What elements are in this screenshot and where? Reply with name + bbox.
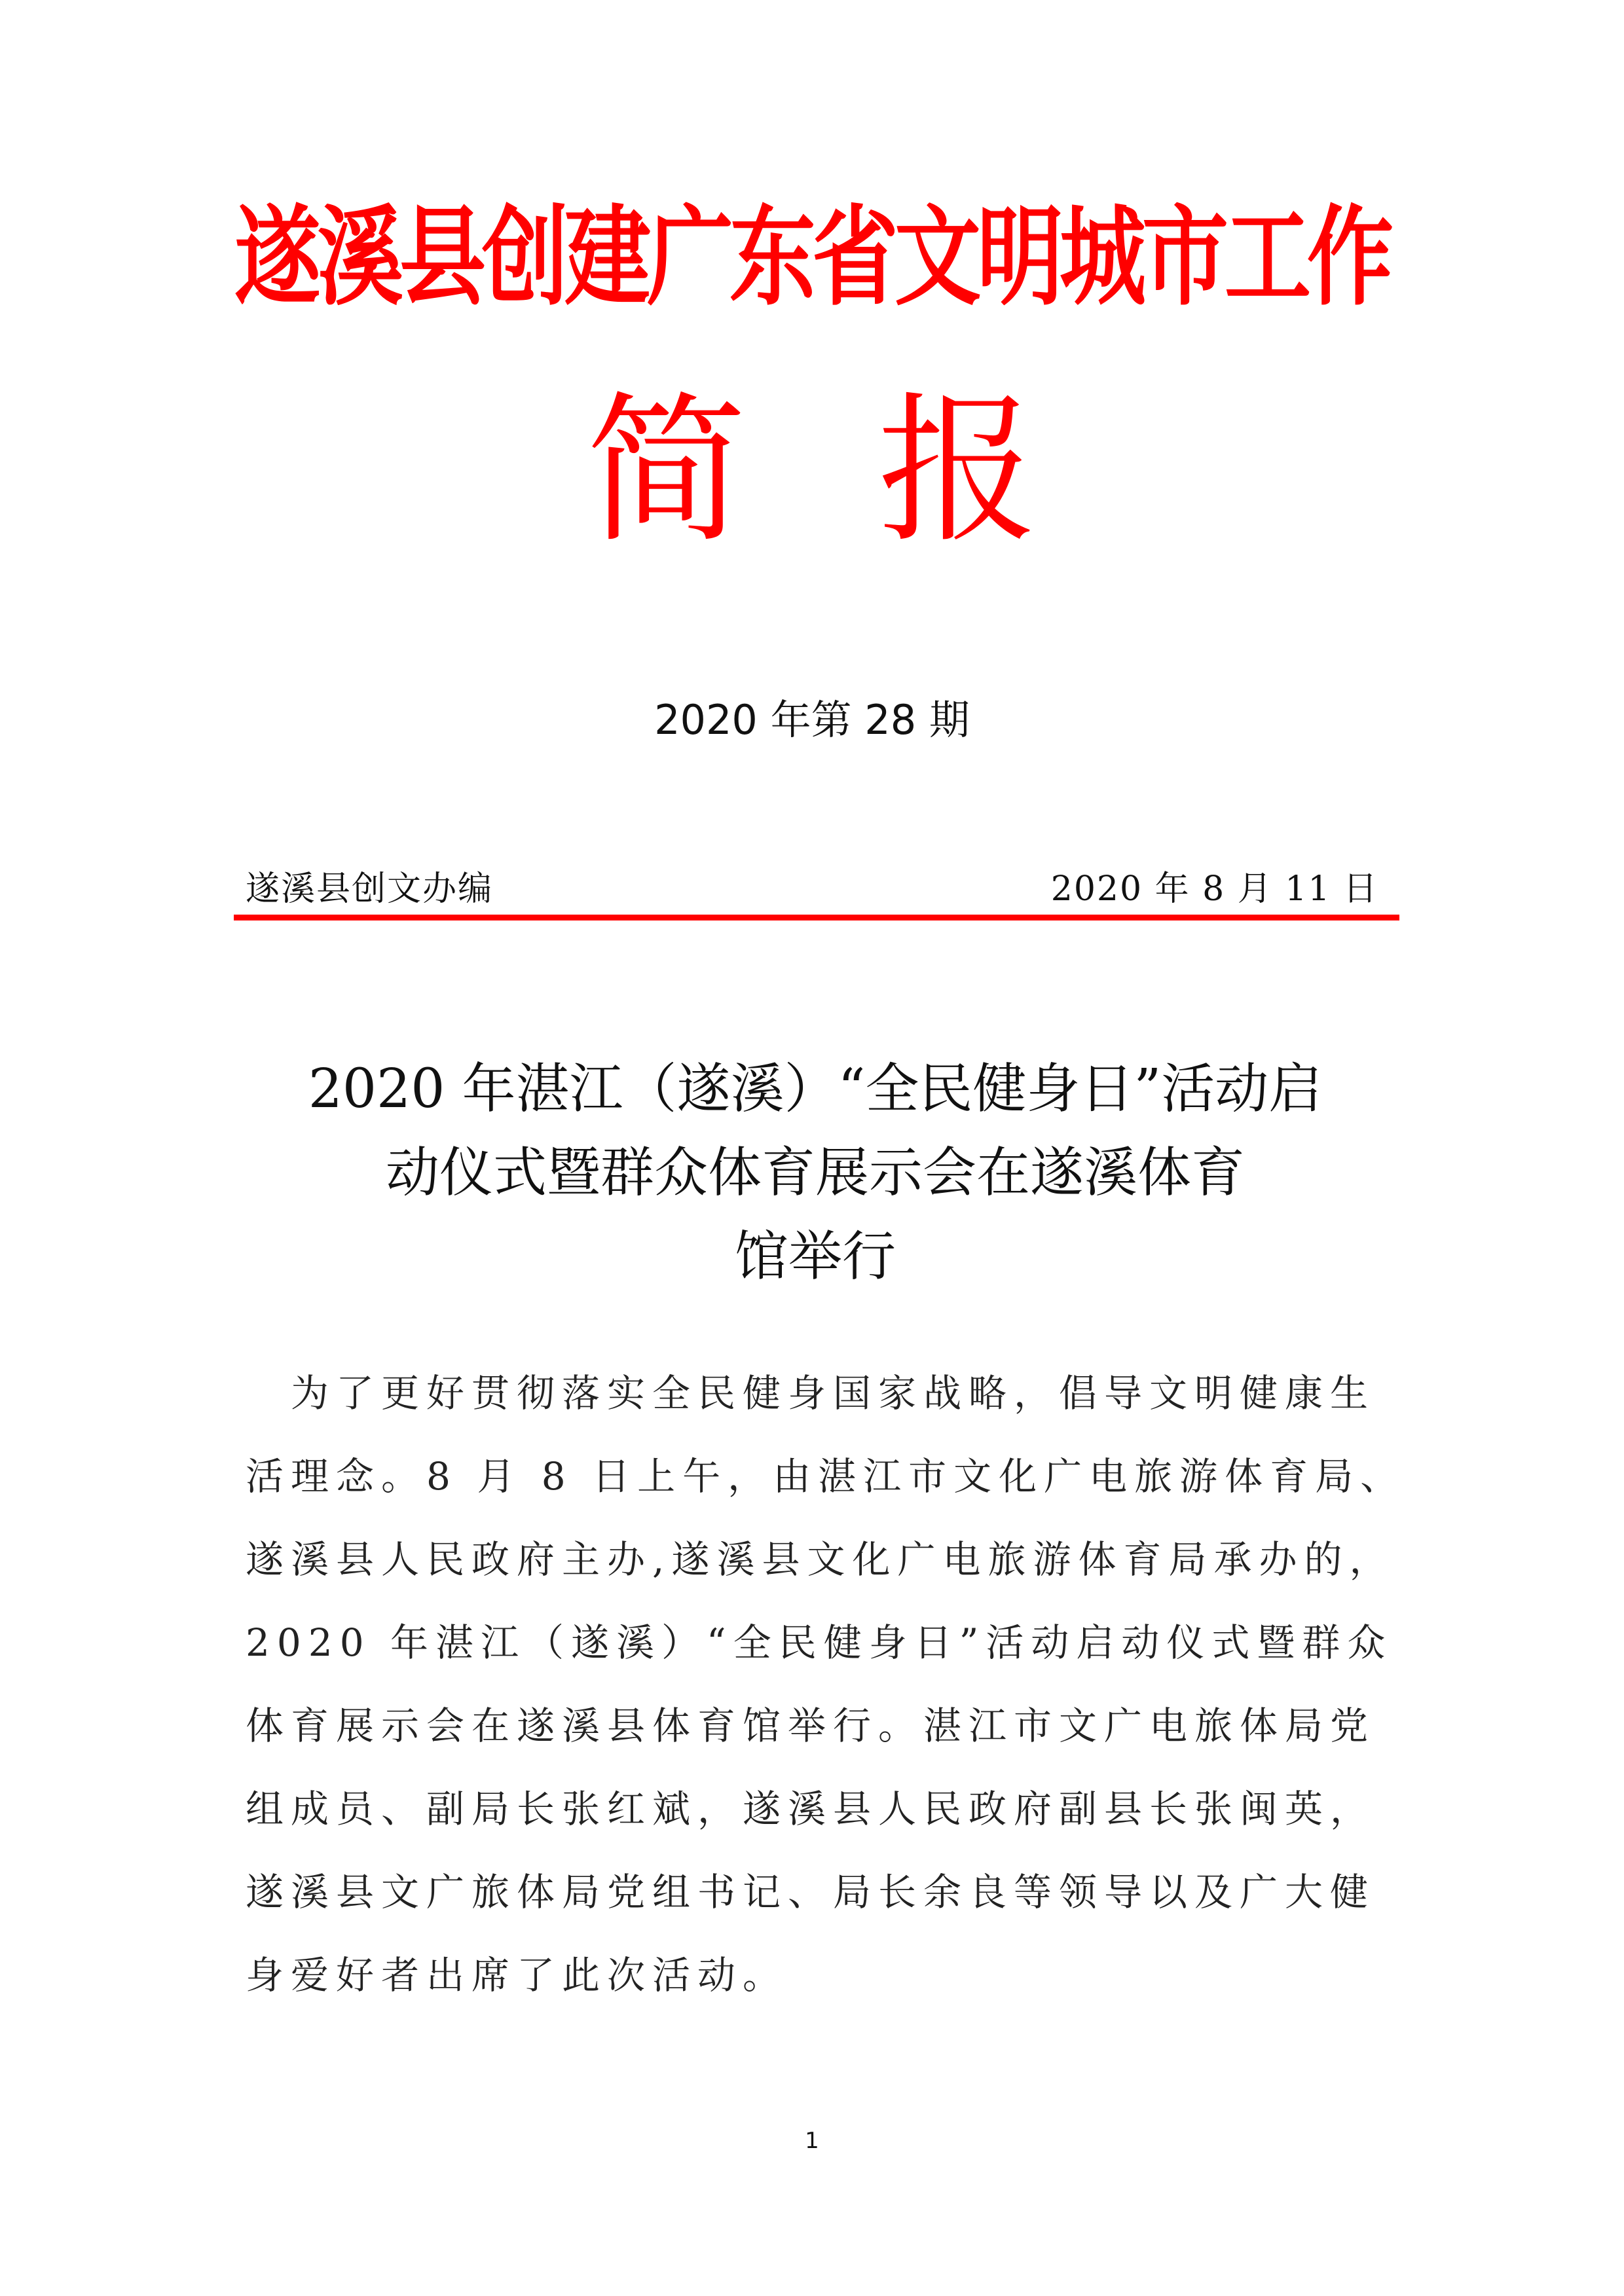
article-title-line: 动仪式暨群众体育展示会在遂溪体育 [385, 1142, 1245, 1204]
page-number: 1 [805, 2128, 819, 2154]
article-title-line: 2020 年湛江（遂溪）“全民健身日”活动启 [308, 1058, 1323, 1120]
editor-label: 遂溪县创文办编 [246, 869, 494, 909]
body-line: 组成员、副局长张红斌，遂溪县人民政府副县长张闽英， [246, 1787, 1376, 1831]
body-line: 身爱好者出席了此次活动。 [246, 1953, 788, 1997]
issue-number: 2020 年第 28 期 [654, 696, 970, 744]
body-line: 活理念。8 月 8 日上午，由湛江市文化广电旅游体育局、 [246, 1454, 1406, 1499]
article-title-line: 馆举行 [734, 1226, 896, 1288]
masthead-organization: 遂溪县创建广东省文明城市工作 [234, 194, 1390, 321]
body-line: 体育展示会在遂溪县体育馆举行。湛江市文广电旅体局党 [246, 1704, 1376, 1748]
meta-row [246, 861, 1378, 913]
masthead-title-char-2: 报 [877, 378, 1038, 564]
masthead-title-char-1: 简 [586, 378, 747, 564]
masthead-title [0, 378, 1624, 564]
article-body [246, 1352, 1406, 2017]
body-line: 遂溪县人民政府主办,遂溪县文化广电旅游体育局承办的， [246, 1537, 1395, 1582]
publish-date: 2020 年 8 月 11 日 [1050, 869, 1378, 909]
article-title [236, 1048, 1395, 1299]
body-line: 遂溪县文广旅体局党组书记、局长余良等领导以及广大健 [246, 1870, 1376, 1914]
body-line: 2020 年湛江（遂溪）“全民健身日”活动启动仪式暨群众 [246, 1620, 1393, 1665]
red-divider-line [234, 915, 1399, 920]
body-line: 为了更好贯彻落实全民健身国家战略，倡导文明健康生 [246, 1371, 1376, 1415]
